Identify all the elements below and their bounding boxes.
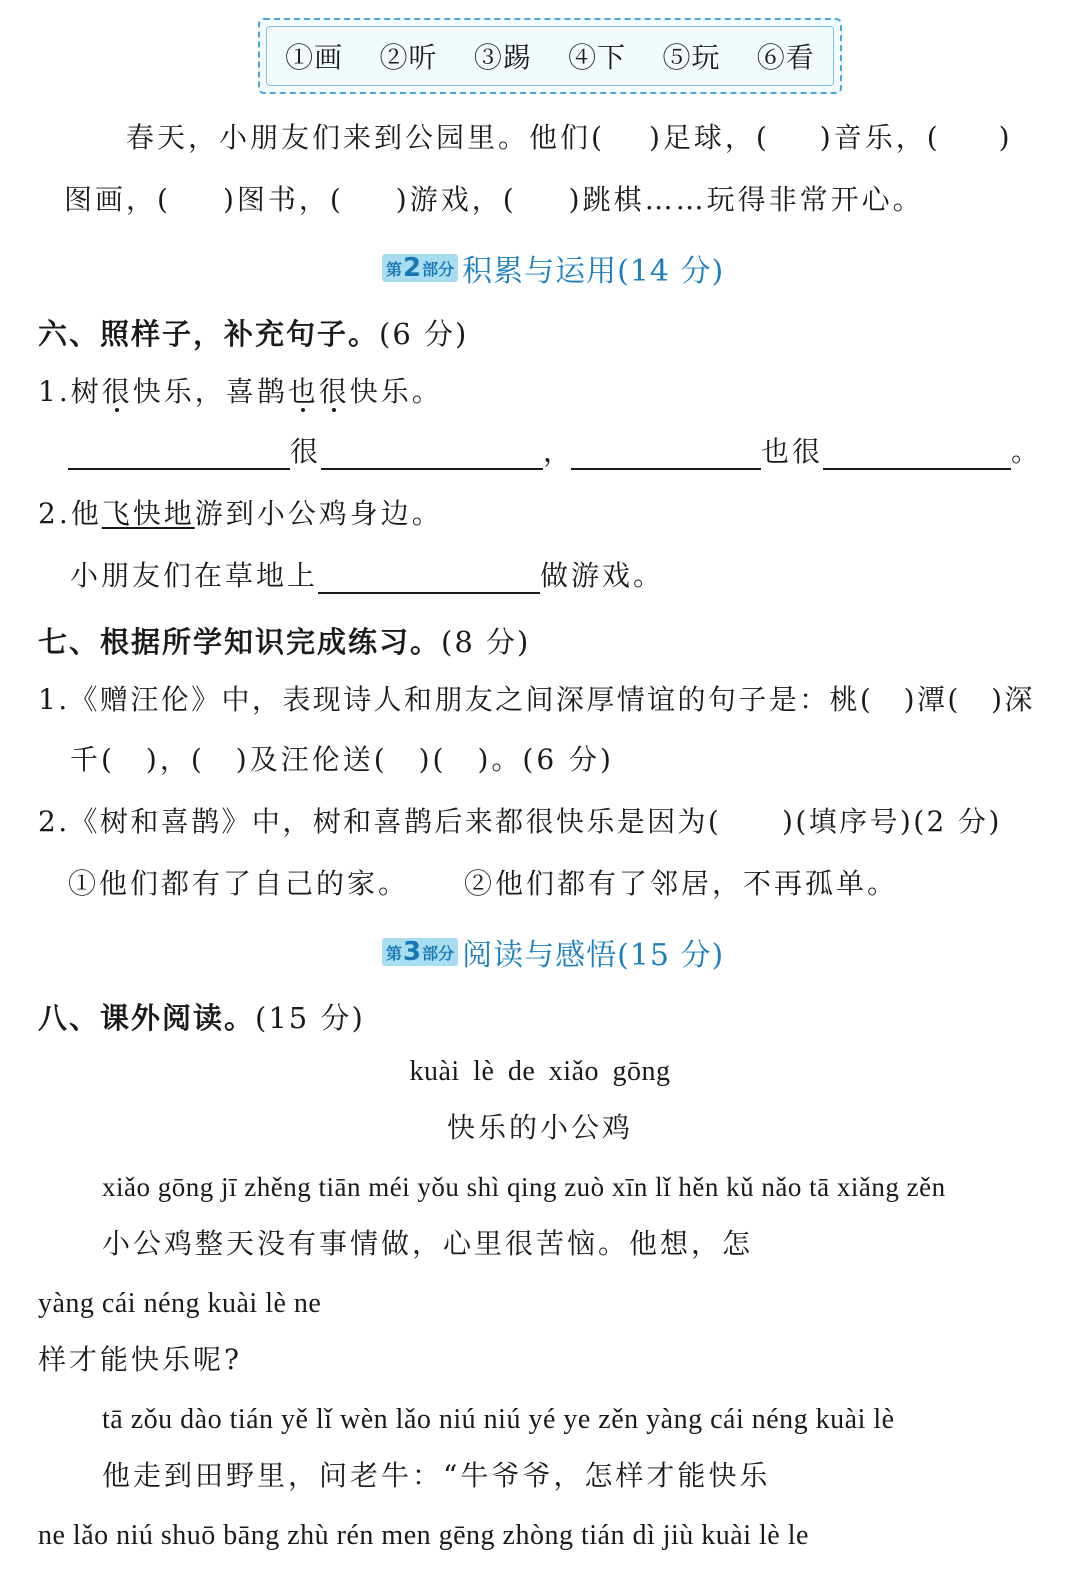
paragraph-3-pinyin: tā zǒu dào tián yě lǐ wèn lǎo niú niú yé ye zěn yàng cái néng kuài lè: [102, 1404, 895, 1435]
word-option-3: ③踢: [473, 41, 532, 74]
answer-line[interactable]: [823, 438, 1011, 470]
story-title: 快乐的小公鸡: [446, 1111, 633, 1144]
story-title-pinyin: kuài lè de xiǎo gōng: [409, 1056, 671, 1087]
word-option-6: ⑥看: [756, 41, 815, 74]
word-option-2: ②听: [379, 41, 438, 74]
answer-line[interactable]: [321, 438, 543, 470]
q7-item-2-line-1: 2.《树和喜鹊》中，树和喜鹊后来都很快乐是因为( )(填序号)(2 分): [38, 805, 1002, 838]
word-option-4: ④下: [568, 41, 627, 74]
section-title: 阅读与感悟(15 分): [462, 938, 725, 973]
word-bank-list: [266, 26, 834, 86]
paragraph-1-pinyin: xiǎo gōng jī zhěng tiān méi yǒu shì qing zuò xīn lǐ hěn kǔ nǎo tā xiǎng zěn: [102, 1172, 946, 1202]
q7-item-1-line-1: 1.《赠汪伦》中，表现诗人和朋友之间深厚情谊的句子是：桃( )潭( )深: [38, 683, 1035, 716]
word-option-1: ①画: [285, 41, 344, 74]
q6-example-1: 1.树很快乐，喜鹊也很快乐。: [38, 375, 443, 408]
answer-blank[interactable]: [171, 208, 223, 209]
answer-line[interactable]: [571, 438, 761, 470]
q6-example-2: 2.他飞快地游到小公鸡身边。: [38, 497, 443, 530]
section-title: 积累与运用(14 分): [462, 254, 725, 289]
paragraph-1-text: 小公鸡整天没有事情做，心里很苦恼。他想，怎: [102, 1227, 754, 1260]
answer-blank[interactable]: [941, 146, 999, 147]
q6-answer-2: 小朋友们在草地上 做游戏。: [70, 559, 665, 592]
q7-option-1[interactable]: ①他们都有了自己的家。: [68, 867, 410, 900]
answer-blank[interactable]: [770, 146, 820, 147]
paragraph-3-text: 他走到田野里，问老牛：“牛爷爷，怎样才能快乐: [102, 1459, 771, 1492]
section-3-banner: [382, 930, 724, 974]
answer-blank[interactable]: [517, 208, 569, 209]
question-8-heading: 八、课外阅读。(15 分): [38, 1001, 365, 1035]
fill-passage-line-1: 春天，小朋友们来到公园里。他们( )足球，( )音乐，( ): [126, 121, 1013, 154]
answer-line[interactable]: [318, 562, 540, 594]
answer-line[interactable]: [68, 438, 290, 470]
section-badge: 第 3 部分: [382, 938, 458, 966]
q7-item-1-line-2: 千( )，( )及汪伦送( )( )。(6 分): [70, 743, 614, 776]
q6-answer-1: 很 ， 也很 。: [68, 434, 1042, 470]
question-6-heading: 六、照样子，补充句子。(6 分): [38, 317, 469, 351]
section-2-banner: [382, 246, 724, 290]
fill-passage-line-2: 图画，( )图书，( )游戏，( )跳棋……玩得非常开心。: [64, 183, 924, 216]
paragraph-2-text: 样才能快乐呢?: [38, 1343, 243, 1376]
word-bank-box: [258, 18, 842, 94]
paragraph-2-pinyin: yàng cái néng kuài lè ne: [38, 1288, 322, 1319]
paragraph-4-pinyin: ne lǎo niú shuō bāng zhù rén men gēng zhòng tián dì jiù kuài lè le: [38, 1520, 809, 1551]
question-7-heading: 七、根据所学知识完成练习。(8 分): [38, 625, 531, 659]
q7-option-2[interactable]: ②他们都有了邻居，不再孤单。: [464, 867, 899, 900]
answer-blank[interactable]: [344, 208, 396, 209]
answer-blank[interactable]: [605, 146, 649, 147]
section-badge: 第 2 部分: [382, 254, 458, 282]
word-option-5: ⑤玩: [662, 41, 721, 74]
